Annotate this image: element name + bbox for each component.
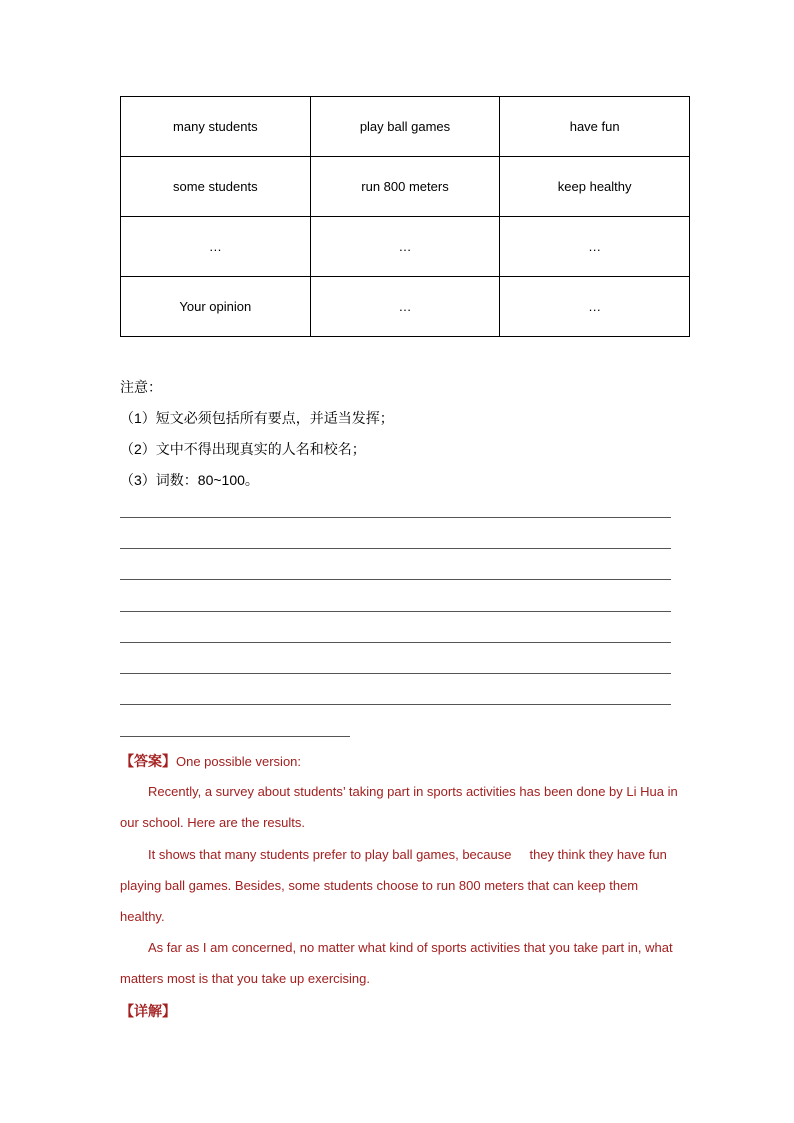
survey-table	[120, 96, 690, 337]
table-row	[121, 277, 690, 337]
table-row	[121, 217, 690, 277]
table-cell: keep healthy	[500, 157, 690, 217]
writing-line	[120, 579, 671, 580]
table-row	[121, 157, 690, 217]
note-item-3: （3）词数：80~100。	[120, 472, 259, 488]
writing-line	[120, 548, 671, 549]
note-item-1: （1）短文必须包括所有要点，并适当发挥；	[120, 410, 394, 426]
writing-line	[120, 673, 671, 674]
table-cell: …	[310, 277, 500, 337]
table-cell: …	[310, 217, 500, 277]
table-row	[121, 97, 690, 157]
table-cell: play ball games	[310, 97, 500, 157]
answer-paragraph-1-line-2: our school. Here are the results.	[120, 815, 305, 831]
note-item-2: （2）文中不得出现真实的人名和校名；	[120, 441, 366, 457]
table-cell: …	[121, 217, 311, 277]
answer-paragraph-2-line-3: healthy.	[120, 908, 165, 924]
table-cell: …	[500, 217, 690, 277]
table-cell: Your opinion	[121, 277, 311, 337]
writing-line	[120, 611, 671, 612]
table-cell: …	[500, 277, 690, 337]
writing-line	[120, 642, 671, 643]
detail-label: 【详解】	[120, 1002, 176, 1019]
notes-section	[120, 376, 394, 500]
answer-paragraph-2-line-1b: they think they have fun	[529, 846, 667, 862]
answer-label: 【答案】	[120, 753, 176, 769]
answer-paragraph-1-line-1: Recently, a survey about students’ taking part in sports activities has been done by Li Hua in	[148, 784, 678, 800]
table-cell: some students	[121, 157, 311, 217]
answer-paragraph-2-line-1a: It shows that many students prefer to play ball games, because	[148, 846, 512, 862]
table-cell: run 800 meters	[310, 157, 500, 217]
writing-line	[120, 517, 671, 518]
table-cell: have fun	[500, 97, 690, 157]
writing-line	[120, 704, 671, 705]
answer-paragraph-3-line-2: matters most is that you take up exercising.	[120, 971, 370, 987]
answer-paragraph-2-line-2: playing ball games. Besides, some students choose to run 800 meters that can keep them	[120, 877, 639, 893]
notes-heading: 注意：	[120, 379, 162, 395]
writing-line	[120, 736, 350, 737]
answer-paragraph-3-line-1: As far as I am concerned, no matter what kind of sports activities that you take part in, what	[148, 940, 673, 956]
answer-section	[120, 750, 680, 1031]
answer-title: One possible version:	[176, 754, 302, 769]
table-cell: many students	[121, 97, 311, 157]
